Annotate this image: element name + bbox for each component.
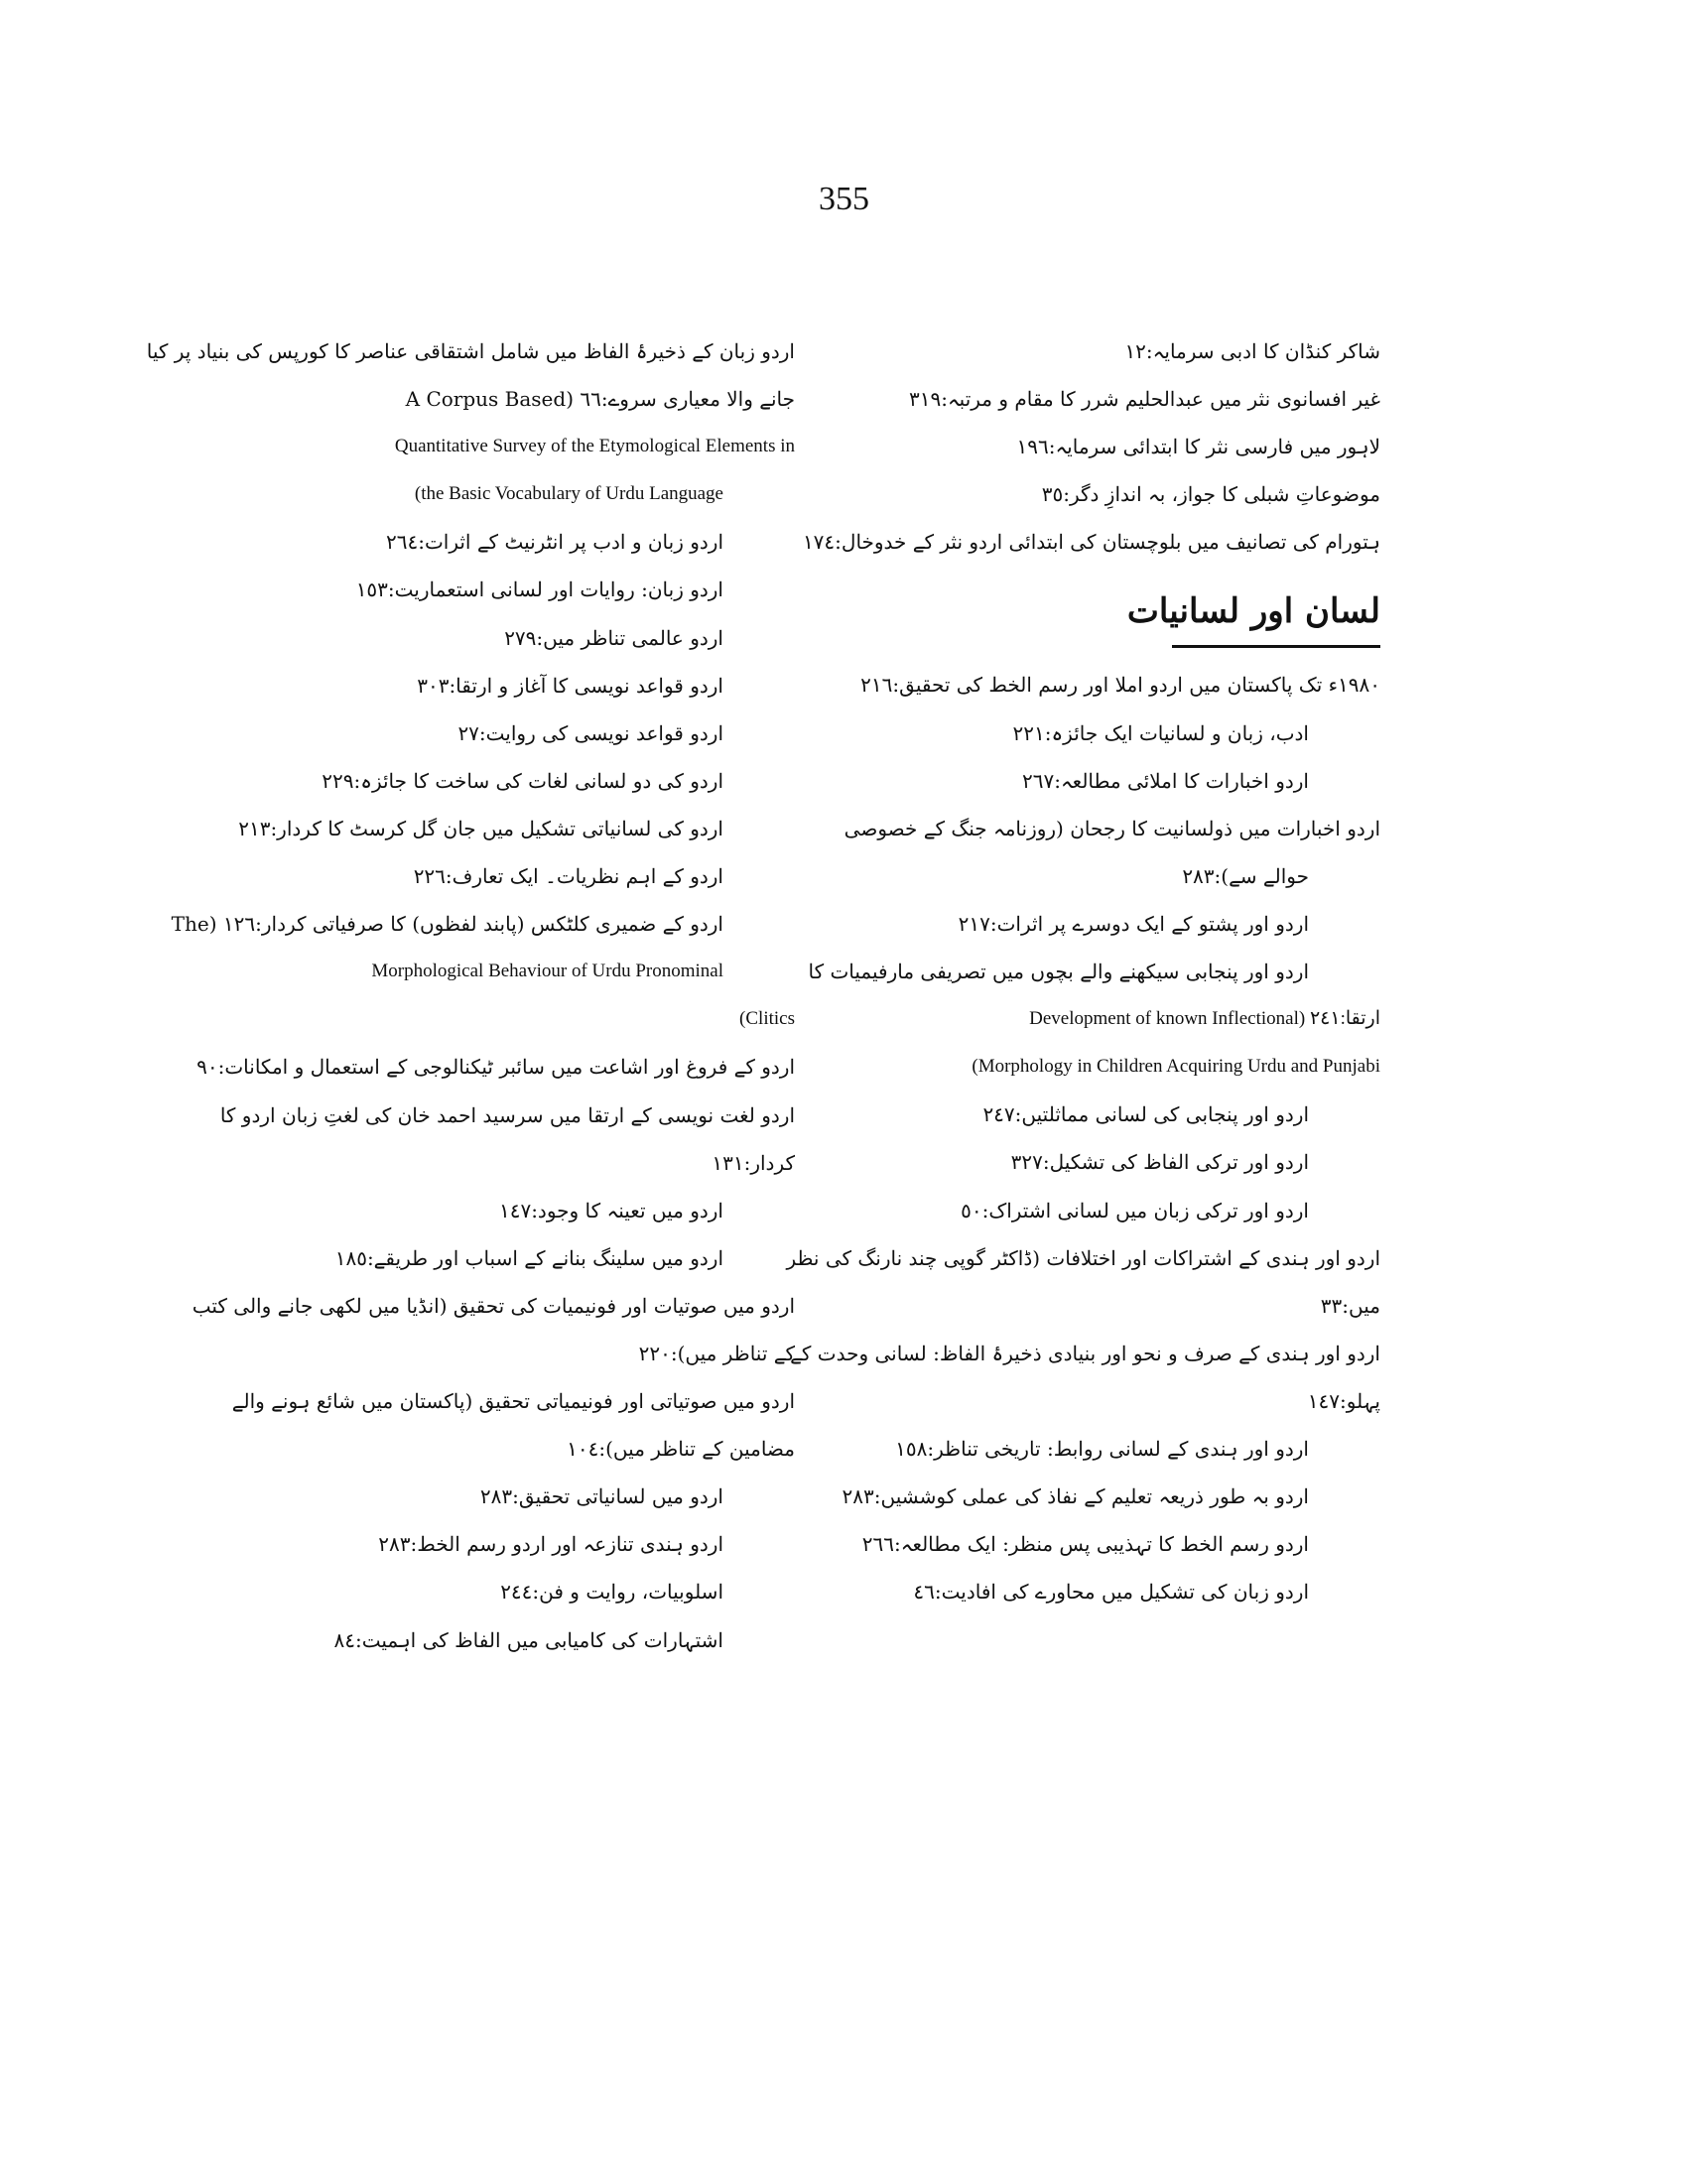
index-entry-continuation: میں:٣٣ <box>1320 1293 1380 1318</box>
index-entry: اردو ہندی تنازعہ اور اردو رسم الخط:٢٨٣ <box>378 1532 723 1557</box>
index-entry-continuation: ارتقا:٢٤١ (Development of known Inflectional <box>1029 1008 1380 1030</box>
index-entry: اردو اور پنجابی سیکھنے والے بچوں میں تصریفی مارفیمیات کا <box>808 960 1309 984</box>
index-entry-continuation: جانے والا معیاری سروے:٦٦ (A Corpus Based <box>405 387 795 412</box>
index-column-left <box>146 327 795 1664</box>
index-entry-continuation: Morphological Behaviour of Urdu Pronominal <box>371 961 723 982</box>
index-entry: اردو اور ہندی کے اشتراکات اور اختلافات (ڈاکٹر گوپی چند نارنگ کی نظر <box>786 1245 1380 1270</box>
index-entry: اردو کے اہم نظریات۔ ایک تعارف:٢٢٦ <box>413 864 723 889</box>
index-entry: شاکر کنڈان کا ادبی سرمایہ:١٢ <box>1124 339 1380 363</box>
index-entry: اردو اخبارات کا املائی مطالعہ:٢٦٧ <box>1021 768 1309 793</box>
index-entry: اردو زبان: روایات اور لسانی استعماریت:١٥٣ <box>355 578 723 602</box>
index-entry: اردو میں صوتیاتی اور فونیمیاتی تحقیق (پاکستان میں شائع ہونے والے <box>231 1389 795 1414</box>
index-entry: اردو لغت نویسی کے ارتقا میں سرسید احمد خان کی لغتِ زبان اردو کا <box>219 1102 795 1127</box>
index-entry-continuation: the Basic Vocabulary of Urdu Language) <box>414 483 723 505</box>
index-entry: اردو میں صوتیات اور فونیمیات کی تحقیق (انڈیا میں لکھی جانے والی کتب <box>192 1293 795 1318</box>
index-entry: ہتورام کی تصانیف میں بلوچستان کی ابتدائی اردو نثر کے خدوخال:١٧٤ <box>802 530 1380 555</box>
index-column-right <box>786 327 1380 1615</box>
index-entry: اردو زبان کے ذخیرۂ الفاظ میں شامل اشتقاقی عناصر کا کورپس کی بنیاد پر کیا <box>146 339 795 363</box>
index-entry: اردو زبان و ادب پر انٹرنیٹ کے اثرات:٢٦٤ <box>385 530 723 555</box>
index-entry: اردو اور ترکی زبان میں لسانی اشتراک:٥٠ <box>961 1198 1309 1222</box>
index-entry-continuation: پہلو:١٤٧ <box>1307 1388 1380 1413</box>
index-entry-continuation: مضامین کے تناظر میں):١٠٤ <box>567 1437 795 1462</box>
index-entry: اردو اور پنجابی کی لسانی مماثلتیں:٢٤٧ <box>982 1102 1309 1127</box>
index-entry: غیر افسانوی نثر میں عبدالحلیم شرر کا مقام و مرتبہ:٣١٩ <box>908 387 1380 412</box>
heading-underline <box>1172 645 1380 648</box>
index-entry: اردو میں سلینگ بنانے کے اسباب اور طریقے:١٨٥ <box>334 1245 723 1270</box>
section-heading-block <box>864 566 1380 661</box>
index-entry: اردو اور ترکی الفاظ کی تشکیل:٣٢٧ <box>1010 1150 1309 1175</box>
index-entry: اردو میں تعینہ کا وجود:١٤٧ <box>498 1198 723 1222</box>
page-number: 355 <box>819 181 869 217</box>
section-heading: لسان اور لسانیات <box>1126 591 1380 632</box>
index-entry: اردو قواعد نویسی کی روایت:٢٧ <box>457 720 723 745</box>
index-entry-continuation: کے تناظر میں):٢٢٠ <box>638 1341 795 1365</box>
index-entry-continuation: Morphology in Children Acquiring Urdu and Punjabi) <box>972 1056 1380 1078</box>
index-entry: اردو قواعد نویسی کا آغاز و ارتقا:٣٠٣ <box>417 673 723 698</box>
index-entry: اردو عالمی تناظر میں:٢٧٩ <box>504 625 723 650</box>
index-entry-continuation: Quantitative Survey of the Etymological Elements in <box>394 436 795 457</box>
index-entry: اردو کے فروغ اور اشاعت میں سائبر ٹیکنالوجی کے استعمال و امکانات:٩٠ <box>196 1055 795 1080</box>
index-entry: اردو کی لسانیاتی تشکیل میں جان گل کرسٹ کا کردار:٢١٣ <box>238 816 723 840</box>
index-entry: اردو کی دو لسانی لغات کی ساخت کا جائزہ:٢٢٩ <box>322 768 723 793</box>
index-entry: اردو اخبارات میں ذولسانیت کا رجحان (روزنامہ جنگ کے خصوصی <box>844 816 1380 840</box>
index-entry: اردو زبان کی تشکیل میں محاورے کی افادیت:٤٦ <box>913 1580 1309 1605</box>
index-entry: موضوعاتِ شبلی کا جواز، بہ اندازِ دگر:٣٥ <box>1041 482 1380 507</box>
index-entry: اشتہارات کی کامیابی میں الفاظ کی اہمیت:٨٤ <box>333 1627 723 1652</box>
index-entry: اردو اور ہندی کے لسانی روابط: تاریخی تناظر:١٥٨ <box>895 1436 1309 1461</box>
index-entry-continuation: حوالے سے):٢٨٣ <box>1182 863 1309 888</box>
index-entry: ١٩٨٠ء تک پاکستان میں اردو املا اور رسم الخط کی تحقیق:٢١٦ <box>860 673 1380 698</box>
index-entry: اردو رسم الخط کا تہذیبی پس منظر: ایک مطالعہ:٢٦٦ <box>861 1532 1309 1557</box>
index-entry: اردو اور پشتو کے ایک دوسرے پر اثرات:٢١٧ <box>958 911 1309 936</box>
index-entry: اردو بہ طور ذریعہ تعلیم کے نفاذ کی عملی کوششیں:٢٨٣ <box>842 1484 1309 1509</box>
index-entry: اردو اور ہندی کے صرف و نحو اور بنیادی ذخیرۂ الفاظ: لسانی وحدت کے <box>790 1341 1380 1365</box>
index-entry: لاہور میں فارسی نثر کا ابتدائی سرمایہ:١٩٦ <box>1016 435 1380 459</box>
index-entry: ادب، زبان و لسانیات ایک جائزہ:٢٢١ <box>1012 720 1309 745</box>
index-entry: اردو میں لسانیاتی تحقیق:٢٨٣ <box>479 1484 723 1509</box>
index-entry: اسلوبیات، روایت و فن:٢٤٤ <box>500 1580 723 1605</box>
index-entry-continuation: کردار:١٣١ <box>712 1150 795 1175</box>
index-entry-continuation: Clitics) <box>739 1008 795 1030</box>
index-entry: اردو کے ضمیری کلٹکس (پابند لفظوں) کا صرفیاتی کردار:١٢٦ (The <box>171 912 723 937</box>
